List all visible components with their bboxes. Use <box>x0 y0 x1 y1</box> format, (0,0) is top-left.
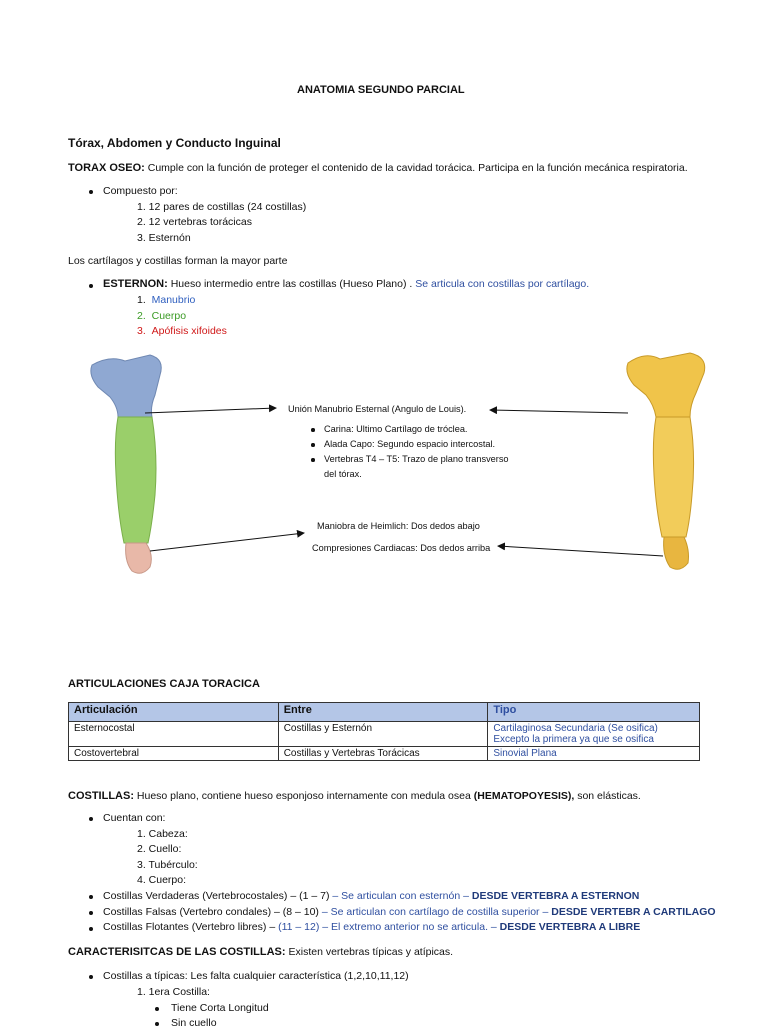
esternon-part-xifoides <box>137 325 227 337</box>
compresiones-label: Compresiones Cardiacas: Dos dedos arriba <box>312 543 491 553</box>
cuentan-item: 3. Tubérculo: <box>137 859 198 871</box>
esternon-part-manubrio <box>137 294 195 306</box>
tipo-bold: DESDE VERTEBRA A LIBRE <box>496 921 641 933</box>
table-header: Tipo <box>488 703 700 722</box>
caracteristicas-label: CARACTERISITCAS DE LAS COSTILLAS: <box>68 946 286 958</box>
torax-oseo-label: TORAX OSEO: <box>68 162 145 174</box>
tipo-blue: – Se articulan con cartílago de costilla superior – <box>318 906 549 918</box>
part-num: 3. <box>137 325 146 337</box>
cuerpo-shape <box>115 417 156 543</box>
tipo-text: Costillas Flotantes (Vertebro libres) – <box>103 921 276 933</box>
esternon-label: ESTERNON: <box>103 278 168 290</box>
bullet-icon <box>155 1022 159 1026</box>
costillas-text: Hueso plano, contiene hueso esponjoso internamente con medula osea <box>134 790 471 802</box>
costillas-text-end: son elásticas. <box>574 790 641 802</box>
cuentan-item: 4. Cuerpo: <box>137 874 187 886</box>
caracteristicas-paragraph <box>68 946 453 958</box>
table-header-row <box>69 703 700 722</box>
bullet-icon <box>89 190 93 194</box>
part-name: Apófisis xifoides <box>151 325 227 337</box>
table-cell: Costillas y Vertebras Torácicas <box>278 747 488 761</box>
primera-sub: Tiene Corta Longitud <box>171 1002 269 1014</box>
cuentan-item: 1. Cabeza: <box>137 828 188 840</box>
atipicas-text: Costillas a típicas: Les falta cualquier característica (1,2,10,11,12) <box>103 970 409 982</box>
bone-xifoides-shape <box>664 537 689 569</box>
tipo-text: Costillas Falsas (Vertebro condales) – (8 – 10) <box>103 906 319 918</box>
costillas-tipo-verdaderas <box>103 890 639 902</box>
bone-sternum-illustration <box>627 353 705 569</box>
tipo-text: Costillas Verdaderas (Vertebrocostales) – (1 – 7) <box>103 890 330 902</box>
esternon-part-cuerpo <box>137 310 186 322</box>
bullet-icon <box>89 895 93 899</box>
esternon-text-blue: Se articula con costillas por cartílago. <box>412 278 590 290</box>
bone-cuerpo-shape <box>653 417 693 537</box>
table-header: Entre <box>278 703 488 722</box>
part-name: Manubrio <box>151 294 196 306</box>
table-cell: Costillas y Esternón <box>278 722 488 747</box>
cuentan-label: Cuentan con: <box>103 812 166 824</box>
primera-costilla: 1. 1era Costilla: <box>137 986 210 998</box>
table-header: Articulación <box>69 703 279 722</box>
bullet-icon <box>89 975 93 979</box>
part-num: 1. <box>137 294 146 306</box>
caracteristicas-text: Existen vertebras típicas y atípicas. <box>285 946 454 958</box>
arrow-right-union <box>490 410 628 413</box>
bullet-icon <box>89 911 93 915</box>
bullet-icon <box>89 927 93 931</box>
compuesto-item: 2. 12 vertebras torácicas <box>137 216 252 228</box>
table-cell: Costovertebral <box>69 747 279 761</box>
bullet-icon <box>311 443 315 447</box>
table-cell: Esternocostal <box>69 722 279 747</box>
union-bullet: Alada Capo: Segundo espacio intercostal. <box>324 439 496 449</box>
heimlich-label: Maniobra de Heimlich: Dos dedos abajo <box>317 521 480 531</box>
manubrio-shape <box>91 355 161 417</box>
bullet-icon <box>89 817 93 821</box>
union-label: Unión Manubrio Esternal (Angulo de Louis). <box>288 404 467 414</box>
table-cell <box>488 722 700 747</box>
esternon-text: Hueso intermedio entre las costillas (Hueso Plano) . <box>167 278 413 290</box>
bone-manubrio-shape <box>627 353 705 417</box>
bullet-icon <box>311 458 315 462</box>
bullet-icon <box>89 284 93 288</box>
arrow-right-compresiones <box>498 546 663 556</box>
costillas-tipo-falsas <box>103 906 716 918</box>
compuesto-item: 3. Esternón <box>137 232 191 244</box>
arrow-left-union <box>145 408 276 413</box>
tipo-line: Excepto la primera ya que se osifica <box>493 734 654 745</box>
section-heading: Tórax, Abdomen y Conducto Inguinal <box>68 136 281 150</box>
bullet-icon <box>155 1007 159 1011</box>
part-name: Cuerpo <box>151 310 187 322</box>
cartilagos-note: Los cartílagos y costillas forman la mayor parte <box>68 255 288 267</box>
costillas-label: COSTILLAS: <box>68 790 134 802</box>
table-cell: Sinovial Plana <box>488 747 700 761</box>
torax-oseo-paragraph <box>68 162 688 174</box>
costillas-paragraph <box>68 790 641 802</box>
union-bullet: Vertebras T4 – T5: Trazo de plano transverso <box>324 454 509 464</box>
tipo-line: Cartilaginosa Secundaria (Se osifica) <box>493 723 658 734</box>
doc-title: ANATOMIA SEGUNDO PARCIAL <box>297 84 465 96</box>
arrow-left-heimlich <box>150 533 304 551</box>
union-bullet-cont: del tórax. <box>324 469 362 479</box>
compuesto-item: 1. 12 pares de costillas (24 costillas) <box>137 201 307 213</box>
table-row <box>69 747 700 761</box>
articulaciones-table <box>68 702 700 761</box>
cuentan-item: 2. Cuello: <box>137 843 182 855</box>
colored-sternum-illustration <box>91 355 161 573</box>
torax-oseo-text: Cumple con la función de proteger el contenido de la cavidad torácica. Participa en la función mecánica respiratoria. <box>144 162 688 174</box>
esternon-paragraph <box>103 278 589 290</box>
articulaciones-heading: ARTICULACIONES CAJA TORACICA <box>68 678 260 690</box>
primera-sub: Sin cuello <box>171 1017 217 1029</box>
hematopoyesis-text: (HEMATOPOYESIS), <box>470 790 575 802</box>
part-num: 2. <box>137 310 146 322</box>
tipo-blue: – Se articulan con esternón – <box>329 890 469 902</box>
table-row <box>69 722 700 747</box>
bullet-icon <box>311 428 315 432</box>
tipo-bold: DESDE VERTEBR A CARTILAGO <box>548 906 716 918</box>
tipo-blue: (11 – 12) – El extremo anterior no se articula. – <box>275 921 497 933</box>
xifoides-shape <box>126 543 152 573</box>
union-bullet: Carina: Ultimo Cartílago de tróclea. <box>324 424 468 434</box>
compuesto-label: Compuesto por: <box>103 185 178 197</box>
tipo-bold: DESDE VERTEBRA A ESTERNON <box>468 890 640 902</box>
costillas-tipo-flotantes <box>103 921 640 933</box>
